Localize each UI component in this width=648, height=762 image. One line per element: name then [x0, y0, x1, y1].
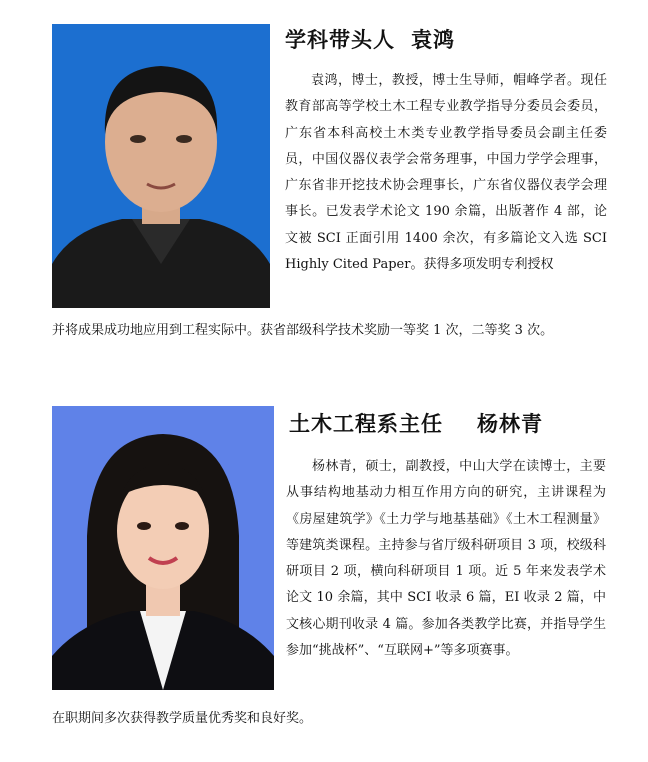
profile-heading: [285, 24, 455, 54]
profile-bio: 袁鸿，博士，教授，博士生导师，帽峰学者。现任教育部高等学校土木工程专业教学指导分委员会委员，广东省本科高校土木类专业教学指导委员会副主任委员，中国仪器仪表学会常务理事，中国力学学会理事，广东省非开挖技术协会理事长，广东省仪器仪表学会理事长。已发表学术论文 190 余篇，出版著作 4 部，论文被 SCI 正面引用 1400 余次，有多篇论文入选 SCI Highly Cited Paper。获得多项发明专利授权: [285, 73, 607, 273]
profile-photo-yang-linqing: [52, 406, 274, 690]
profile-bio: 杨林青，硕士，副教授，中山大学在读博士，主要从事结构地基动力相互作用方向的研究，主讲课程为《房屋建筑学》《土力学与地基基础》《土木工程测量》等建筑类课程。主持参与省厅级科研项目 3 项，校级科研项目 2 项，横向科研项目 1 项。近 5 年来发表学术论文 10 余篇，其中 SCI 收录 6 篇，EI 收录 2 篇，中文核心期刊收录 4 篇。参加各类教学比赛，并指导学生参加“挑战杯”、“互联网+”等多项赛事。: [286, 459, 606, 659]
profile-photo-yuan-hong: [52, 24, 270, 308]
person-name: 袁鸿: [411, 27, 455, 52]
profile-heading: [289, 408, 543, 438]
person-name: 杨林青: [477, 411, 543, 436]
portrait-woman-image: [52, 406, 274, 690]
profile-bio-continued: 并将成果成功地应用到工程实际中。获省部级科学技术奖励一等奖 1 次，二等奖 3 次。: [52, 323, 554, 338]
profile-bio-continued: 在职期间多次获得教学质量优秀奖和良好奖。: [52, 711, 313, 726]
position-title: 学科带头人: [285, 27, 395, 52]
position-title: 土木工程系主任: [289, 411, 443, 436]
portrait-man-image: [52, 24, 270, 308]
